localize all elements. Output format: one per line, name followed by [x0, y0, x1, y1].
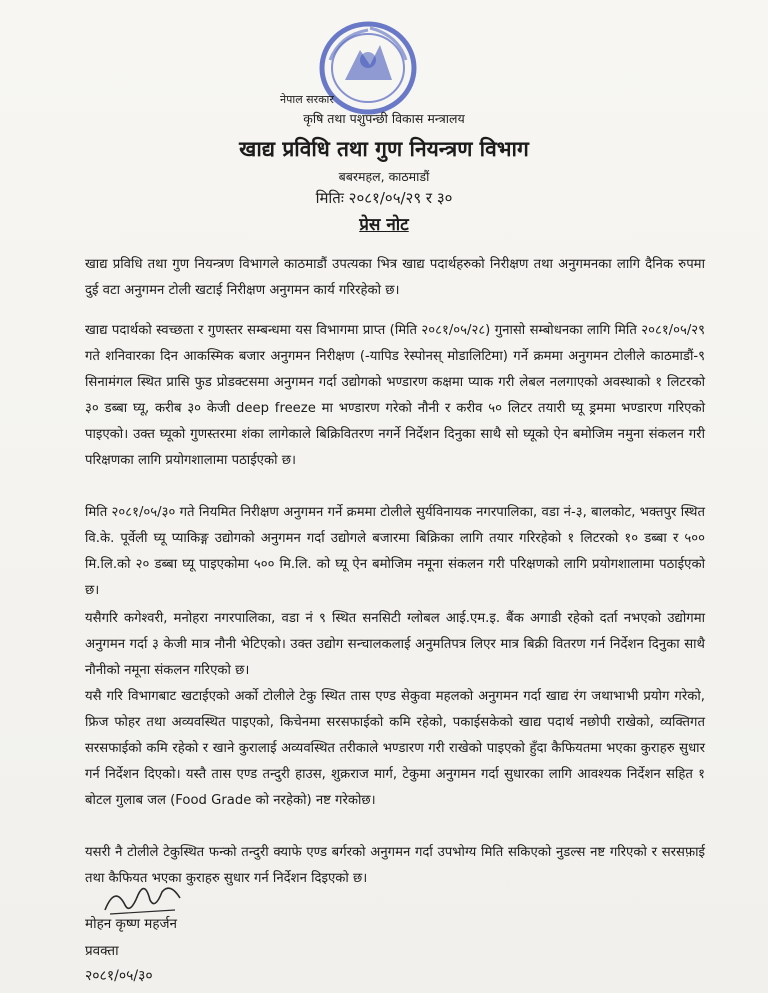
paragraph-bhaktapur-inspection: मिति २०८१/०५/३० गते नियमित निरीक्षण अनुगमन गर्ने क्रममा टोलीले सुर्यविनायक नगरपालिका, वडा नं-३, बालकोट, भक्तपुर स्थित वि.के. पूर्वेली घ्यू प्याकिङ्ग उद्योगको अनुगमन गर्दा उद्योगले बजारमा बिक्रिका लागि तयार गरिरहेको १ लिटरको १० डब्बा र ५०० मि.लि.को २० डब्बा घ्यू पाइएकोमा ५०० मि.लि. को घ्यू ऐन बमोजिम नमूना संकलन गरी परिक्षणको लागि प्रयोगशालामा पठाईएको छ। — [85, 505, 705, 598]
letter-date: मितिः २०८१/०५/२९ र ३० — [315, 189, 453, 207]
signatory-name: मोहन कृष्ण महर्जन — [85, 916, 178, 932]
signatory-date: २०८१/०५/३० — [85, 968, 153, 984]
paragraph-manohara-inspection: यसैगरि कगेश्वरी, मनोहरा नगरपालिका, वडा नं ९ स्थित सनसिटी ग्लोबल आई.एम.इ. बैंक अगाडी रहेको दर्ता नभएको उद्योगमा अनुगमन गर्दा ३ केजी मात्र नौनी भेटिएको। उक्त उद्योग सन्चालकलाई अनुमतिपत्र लिएर मात्र बिक्री वितरण गर्न निर्देशन दिनुका साथै नौनीको नमूना संकलन गरिएको छ। — [85, 611, 705, 678]
ministry-name: कृषि तथा पशुपन्छी विकास मन्त्रालय — [303, 111, 465, 126]
paragraph-ghee-inspection: खाद्य पदार्थको स्वच्छता र गुणस्तर सम्बन्धमा यस विभागमा प्राप्त (मिति २०८१/०५/२८) गुनासो सम्बोधनका लागि मिति २०८१/०५/२९ गते शनिवारका दिन आकस्मिक बजार अनुगमन निरीक्षण (-यापिड रेस्पोनस् मोडालिटिमा) गर्ने क्रममा अनुगमन टोलीले काठमाडौं-९ सिनामंगल स्थित प्रासि फुड प्रोडक्टसमा अनुगमन गर्दा उद्योगको भण्डारण कक्षमा प्याक गरी लेबल नलगाएको अवस्थाको १ लिटरको ३० डब्बा घ्यू, करीब ३० केजी deep freeze मा भण्डारण गरेको नौनी र करीव ५० लिटर तयारी घ्यू ड्रममा भण्डारण गरिएको पाइएको। उक्त घ्यूको गुणस्तरमा शंका लागेकाले बिक्रिवितरण नगर्ने निर्देशन दिनुका साथै सो घ्यूको ऐन बमोजिम नमुना संकलन गरी परिक्षणका लागि प्रयोगशालामा पठाईएको छ। — [85, 323, 705, 468]
paragraph-teku-inspection: यसै गरि विभागबाट खटाईएको अर्को टोलीले टेकु स्थित तास एण्ड सेकुवा महलको अनुगमन गर्दा खाद्य रंग जथाभाभी प्रयोग गरेको, फ्रिज फोहर तथा अव्यवस्थित पाइएको, किचेनमा सरसफाईको कमि रहेको, पकाईसकेको खाद्य पदार्थ नछोपी राखेको, व्यक्तिगत सरसफाईको कमि रहेको र खाने कुरालाई अव्यवस्थित तरीकाले भण्डारण गरी राखेको पाइएको हुँदा कैफियतमा भएका कुराहरु सुधार गर्न निर्देशन दिएको। यस्तै तास एण्ड तन्दुरी हाउस, शुक्रराज मार्ग, टेकुमा अनुगमन गर्दा सुधारका लागि आवश्यक निर्देशन सहित १ बोटल गुलाब जल (Food Grade को नरहेको) नष्ट गरेकोछ। — [85, 689, 705, 808]
document-title: प्रेस नोट — [359, 215, 409, 235]
paragraph-intro: खाद्य प्रविधि तथा गुण नियन्त्रण विभागले काठमाडौं उपत्यका भित्र खाद्य पदार्थहरुको निरीक्षण तथा अनुगमनका लागि दैनिक रुपमा दुई वटा अनुगमन टोली खटाई निरीक्षण अनुगमन कार्य गरिरहेको छ। — [85, 257, 705, 298]
department-name: खाद्य प्रविधि तथा गुण नियन्त्रण विभाग — [239, 137, 529, 161]
department-address: बबरमहल, काठमाडौं — [338, 169, 430, 184]
paragraph-cafe-inspection: यसरी नै टोलीले टेकुस्थित फन्को तन्दुरी क्याफे एण्ड बर्गरको अनुगमन गर्दा उपभोग्य मिति सकिएको नुडल्स नष्ट गरिएको र सरसफ़ाई तथा कैफियत भएका कुराहरु सुधार गर्न निर्देशन दिइएको छ। — [85, 845, 705, 886]
signatory-title: प्रवक्ता — [85, 943, 119, 959]
government-label: नेपाल सरकार — [280, 93, 334, 106]
